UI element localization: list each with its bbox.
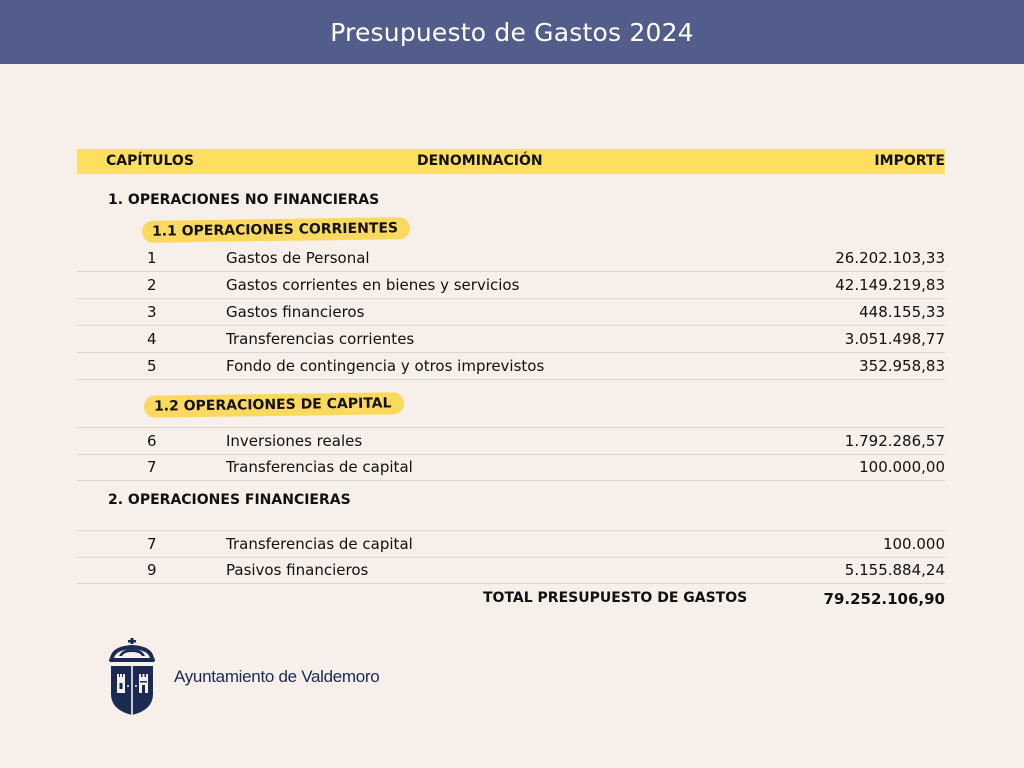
row-denominacion: Transferencias corrientes (226, 330, 415, 348)
table-row (77, 272, 945, 299)
row-importe: 26.202.103,33 (835, 249, 945, 267)
organization-name: Ayuntamiento de Valdemoro (174, 667, 380, 686)
row-capitulo: 7 (147, 458, 157, 476)
section-title: 2. OPERACIONES FINANCIERAS (108, 492, 351, 508)
total-label: TOTAL PRESUPUESTO DE GASTOS (483, 590, 748, 606)
row-capitulo: 7 (147, 535, 157, 553)
table-row (77, 427, 945, 455)
column-header-capitulos: CAPÍTULOS (106, 153, 194, 169)
coat-of-arms-icon (106, 638, 158, 716)
row-denominacion: Fondo de contingencia y otros imprevistos (226, 357, 545, 375)
row-denominacion: Transferencias de capital (226, 535, 413, 553)
row-capitulo: 3 (147, 303, 157, 321)
row-denominacion: Pasivos financieros (226, 561, 369, 579)
row-importe: 5.155.884,24 (844, 561, 945, 579)
row-denominacion: Gastos financieros (226, 303, 365, 321)
page-title: Presupuesto de Gastos 2024 (330, 17, 694, 47)
row-denominacion: Gastos corrientes en bienes y servicios (226, 276, 520, 294)
row-capitulo: 1 (147, 249, 157, 267)
row-importe: 352.958,83 (859, 357, 945, 375)
column-header-denominacion: DENOMINACIÓN (417, 153, 543, 169)
total-value: 79.252.106,90 (823, 590, 945, 608)
column-header-importe: IMPORTE (874, 153, 945, 169)
row-denominacion: Transferencias de capital (226, 458, 413, 476)
table-row (77, 299, 945, 326)
table-row (77, 326, 945, 353)
row-capitulo: 5 (147, 357, 157, 375)
row-importe: 100.000,00 (859, 458, 945, 476)
row-importe: 100.000 (882, 535, 945, 553)
section-title: 1. OPERACIONES NO FINANCIERAS (108, 192, 380, 208)
subsection-title: 1.2 OPERACIONES DE CAPITAL (144, 392, 404, 418)
organization-logo (106, 638, 379, 716)
row-denominacion: Gastos de Personal (226, 249, 370, 267)
row-importe: 448.155,33 (859, 303, 945, 321)
row-capitulo: 9 (147, 561, 157, 579)
row-capitulo: 2 (147, 276, 157, 294)
table-row (77, 353, 945, 380)
table-row (77, 454, 945, 481)
row-capitulo: 6 (147, 432, 157, 450)
page-header (0, 0, 1024, 64)
table-header (77, 149, 945, 174)
budget-table (77, 149, 945, 608)
row-capitulo: 4 (147, 330, 157, 348)
table-row (77, 557, 945, 584)
row-importe: 3.051.498,77 (844, 330, 945, 348)
table-row (77, 530, 945, 558)
subsection-title: 1.1 OPERACIONES CORRIENTES (142, 217, 410, 243)
row-importe: 1.792.286,57 (844, 432, 945, 450)
row-denominacion: Inversiones reales (226, 432, 363, 450)
table-row (77, 245, 945, 272)
row-importe: 42.149.219,83 (835, 276, 945, 294)
